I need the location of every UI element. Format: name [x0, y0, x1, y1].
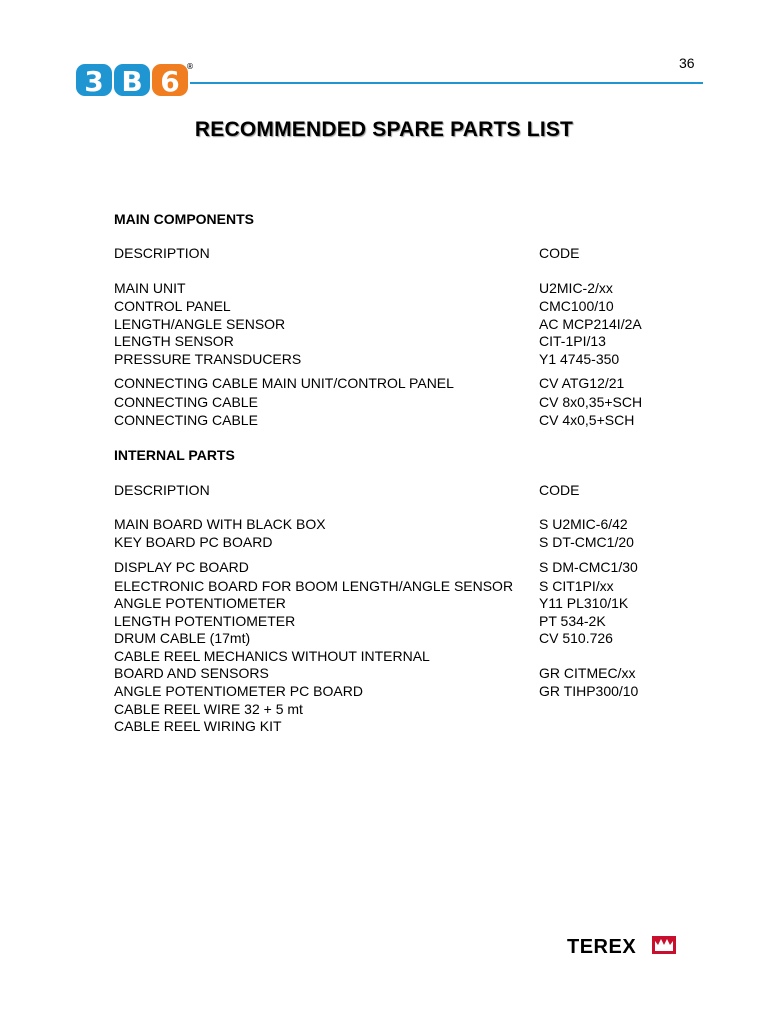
table-row [114, 558, 674, 576]
header-rule [190, 82, 703, 84]
table-row [114, 700, 674, 718]
part-description: KEY BOARD PC BOARD [114, 534, 273, 550]
part-description: MAIN BOARD WITH BLACK BOX [114, 516, 326, 532]
svg-text:®: ® [186, 62, 194, 71]
column-header-code: CODE [539, 482, 580, 498]
part-code: AC MCP214I/2A [539, 316, 642, 332]
part-description: LENGTH POTENTIOMETER [114, 613, 296, 629]
part-code: GR TIHP300/10 [539, 683, 639, 699]
table-row [114, 717, 674, 735]
part-description: ANGLE POTENTIOMETER PC BOARD [114, 683, 363, 699]
page-number: 36 [679, 55, 695, 71]
table-row [114, 577, 674, 595]
table-row [114, 393, 674, 411]
part-code: S U2MIC-6/42 [539, 516, 628, 532]
part-description: DISPLAY PC BOARD [114, 559, 249, 575]
part-description: LENGTH SENSOR [114, 333, 234, 349]
table-row [114, 515, 674, 533]
svg-text:3: 3 [84, 65, 104, 98]
table-row [114, 315, 674, 333]
part-description: CONTROL PANEL [114, 298, 231, 314]
3b6-logo [76, 60, 194, 100]
part-code: Y1 4745-350 [539, 351, 620, 367]
part-code: PT 534-2K [539, 613, 606, 629]
page-title: RECOMMENDED SPARE PARTS LIST [194, 118, 574, 141]
part-code: S CIT1PI/xx [539, 578, 614, 594]
part-description: LENGTH/ANGLE SENSOR [114, 316, 286, 332]
section-heading-main-components: MAIN COMPONENTS [114, 211, 254, 227]
column-header-row [114, 244, 674, 262]
table-row [114, 297, 674, 315]
table-row [114, 612, 674, 630]
part-code: GR CITMEC/xx [539, 665, 636, 681]
table-row [114, 629, 674, 647]
part-code: CV 510.726 [539, 630, 613, 646]
part-description: MAIN UNIT [114, 280, 186, 296]
table-row [114, 279, 674, 297]
terex-logo [566, 933, 678, 957]
column-header-description: DESCRIPTION [114, 482, 210, 498]
section-heading-internal-parts: INTERNAL PARTS [114, 447, 235, 463]
part-description: CONNECTING CABLE MAIN UNIT/CONTROL PANEL [114, 375, 454, 391]
part-description: CONNECTING CABLE [114, 412, 258, 428]
table-row [114, 332, 674, 350]
table-row [114, 350, 674, 368]
column-header-code: CODE [539, 245, 580, 261]
part-description: CABLE REEL MECHANICS WITHOUT INTERNAL [114, 648, 430, 664]
part-description: PRESSURE TRANSDUCERS [114, 351, 302, 367]
column-header-row [114, 481, 674, 499]
table-row [114, 411, 674, 429]
part-code: CV ATG12/21 [539, 375, 625, 391]
part-code: CV 4x0,5+SCH [539, 412, 635, 428]
part-code: S DM-CMC1/30 [539, 559, 638, 575]
part-code: Y11 PL310/1K [539, 595, 629, 611]
table-row [114, 594, 674, 612]
part-description: DRUM CABLE (17mt) [114, 630, 251, 646]
svg-text:TEREX: TEREX [567, 936, 637, 957]
part-description: CONNECTING CABLE [114, 394, 258, 410]
part-description: ELECTRONIC BOARD FOR BOOM LENGTH/ANGLE SENSOR [114, 578, 514, 594]
svg-text:B: B [121, 65, 143, 98]
table-row [114, 374, 674, 392]
column-header-description: DESCRIPTION [114, 245, 210, 261]
table-row [114, 647, 674, 665]
part-code: CMC100/10 [539, 298, 614, 314]
part-description: CABLE REEL WIRE 32 + 5 mt [114, 701, 303, 717]
part-code: S DT-CMC1/20 [539, 534, 634, 550]
svg-text:6: 6 [160, 65, 180, 98]
part-description: ANGLE POTENTIOMETER [114, 595, 286, 611]
part-description: CABLE REEL WIRING KIT [114, 718, 282, 734]
table-row [114, 682, 674, 700]
part-code: CV 8x0,35+SCH [539, 394, 643, 410]
table-row [114, 533, 674, 551]
table-row [114, 664, 674, 682]
part-code: U2MIC-2/xx [539, 280, 613, 296]
part-description: BOARD AND SENSORS [114, 665, 269, 681]
part-code: CIT-1PI/13 [539, 333, 606, 349]
